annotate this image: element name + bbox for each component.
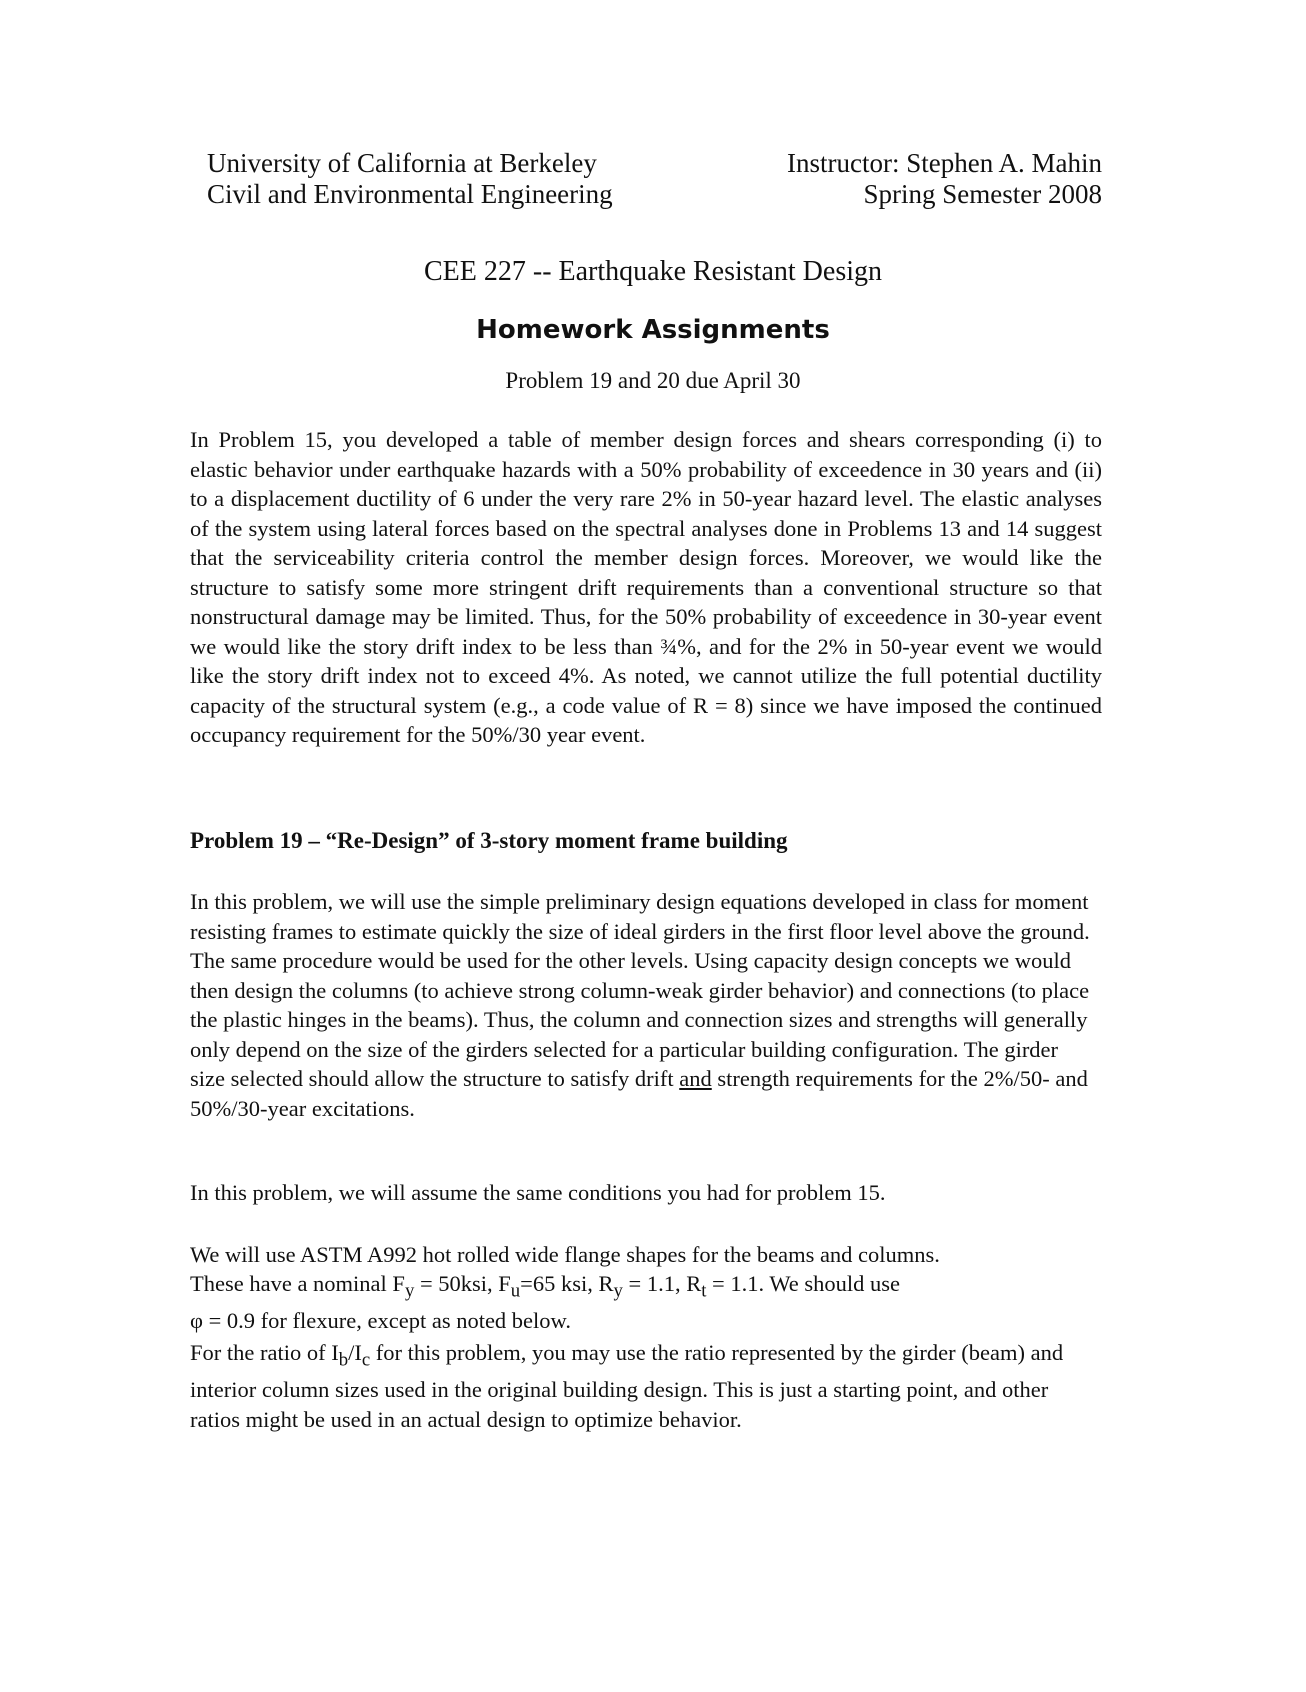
text-run: = 1.1. We should use: [706, 1271, 901, 1296]
subscript: y: [613, 1280, 623, 1302]
text-run: For the ratio of I: [190, 1340, 339, 1365]
text-run: = 1.1, R: [622, 1271, 702, 1296]
text-run: φ = 0.9 for flexure, except as noted below.: [190, 1307, 571, 1333]
university-name: University of California at Berkeley: [207, 148, 597, 178]
department-name: Civil and Environmental Engineering: [207, 179, 613, 209]
semester: Spring Semester 2008: [863, 179, 1102, 209]
problem-19-paragraph-1: [190, 887, 1090, 1123]
text-run: = 50ksi, F: [414, 1271, 511, 1296]
due-date-line: Problem 19 and 20 due April 30: [505, 368, 801, 393]
instructor-header: [787, 148, 1102, 210]
text-run: =65 ksi, R: [520, 1271, 614, 1296]
material-properties-paragraph: [190, 1240, 1090, 1335]
institution-header: [207, 148, 613, 210]
text-run: These have a nominal F: [190, 1271, 405, 1296]
subscript: y: [404, 1280, 415, 1302]
text-run: We will use ASTM A992 hot rolled wide flange shapes for the beams and columns.: [190, 1242, 940, 1267]
underlined-word: and: [679, 1066, 712, 1091]
subscript: b: [338, 1349, 349, 1371]
problem-19-heading: Problem 19 – “Re-Design” of 3-story moment frame building: [190, 828, 788, 853]
intro-paragraph: In Problem 15, you developed a table of member design forces and shears corresponding (i) to elastic behavior under earthquake hazards with a 50% probability of exceedence in 30 years and (ii) to a displacement ductility of 6 under the very rare 2% in 50-year hazard level. The elastic analyses of the system using lateral forces based on the spectral analyses done in Problems 13 and 14 suggest that the serviceability criteria control the member design forces. Moreover, we would like the structure to satisfy some more stringent drift requirements than a conventional structure so that nonstructural damage may be limited. Thus, for the 50% probability of exceedence in 30-year event we would like the story drift index to be less than ¾%, and for the 2% in 50-year event we would like the story drift index not to exceed 4%. As noted, we cannot utilize the full potential ductility capacity of the structural system (e.g., a code value of R = 8) since we have imposed the continued occupancy requirement for the 50%/30 year event.: [190, 427, 1102, 747]
assignment-title: Homework Assignments: [476, 315, 830, 345]
text-run: In this problem, we will use the simple preliminary design equations developed in class for moment resisting frames to estimate quickly the size of ideal girders in the first floor level above the ground. The same procedure would be used for the other levels. Using capacity design concepts we would then design the columns (to achieve strong column-weak girder behavior) and connections (to place the plastic hinges in the beams). Thus, the column and connection sizes and strengths will generally only depend on the size of the girders selected for a particular building configuration. The girder size selected should allow the structure to satisfy drift: [190, 889, 1090, 1091]
stiffness-ratio-paragraph: [190, 1338, 1090, 1434]
instructor-name: Instructor: Stephen A. Mahin: [787, 148, 1102, 178]
subscript: t: [701, 1280, 707, 1302]
problem-19-paragraph-2: In this problem, we will assume the same conditions you had for problem 15.: [190, 1180, 886, 1205]
text-run: /I: [348, 1340, 362, 1365]
text-run: for this problem, you may use the ratio represented by the girder (beam) and interior column sizes used in the original building design. This is just a starting point, and other ratios might be used in an actual design to optimize behavior.: [190, 1340, 1064, 1432]
course-title: CEE 227 -- Earthquake Resistant Design: [423, 256, 882, 287]
subscript: c: [361, 1349, 371, 1371]
text-run: strength requirements for the 2%/50- and 50%/30-year excitations.: [190, 1066, 1088, 1121]
subscript: u: [510, 1280, 521, 1302]
